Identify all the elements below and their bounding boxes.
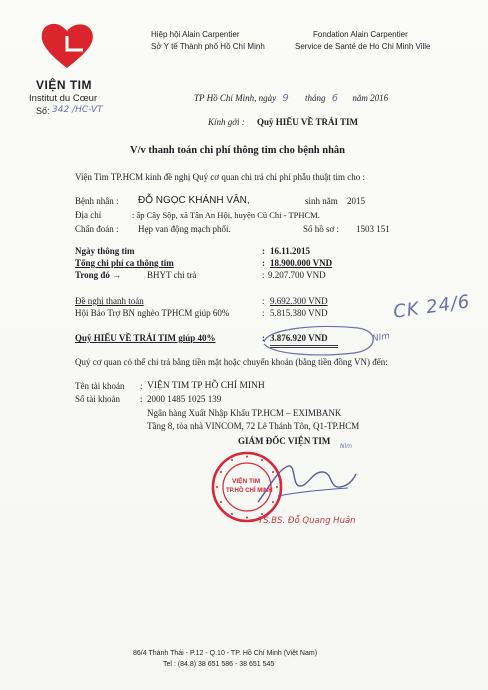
account-name-colon: : (140, 381, 143, 391)
payment-note: Quý cơ quan có thể chi trả bằng tiền mặt hoặc chuyển khoản (bằng tiền đồng VN) đến: (75, 357, 388, 367)
thongtim-date: 16.11.2015 (270, 246, 311, 256)
footer-contact: Tel : (84.8) 38 651 586 - 38 651 545 (163, 661, 275, 668)
quy-value: 3.876.920 VND (270, 333, 328, 343)
total-cost: 18.900.000 VND (270, 258, 333, 268)
heart-logo-icon (38, 20, 96, 72)
bhyt-label: BHYT chi trả (147, 270, 197, 280)
file-number: 1503 151 (356, 224, 390, 234)
header-left-line2: Sở Y tế Thành phố Hồ Chí Minh (151, 42, 265, 51)
hoi-colon: : (262, 308, 265, 318)
request-label: Đề nghị thanh toán (75, 296, 144, 306)
thongtim-date-colon: : (262, 246, 265, 256)
account-no-label: Số tài khoản (75, 394, 120, 404)
account-no: 2000 1485 1025 139 (147, 394, 222, 404)
date-month: 6 (331, 93, 339, 104)
footer-address: 86/4 Thành Thái - P.12 - Q.10 - TP. Hồ Chí Minh (Việt Nam) (133, 650, 318, 657)
logo-subtitle: Institut du Cœur (29, 93, 98, 104)
subject: V/v thanh toán chi phí thông tim cho bệnh nhân (130, 145, 346, 156)
handwritten-initials: Nlm (371, 331, 391, 345)
stamp-text-1: VIỆN TIM (232, 478, 261, 485)
quy-label: Quỹ HIẾU VỀ TRÁI TIM giúp 40% (75, 333, 216, 343)
patient-birth-label: sinh năm (305, 196, 338, 206)
hoi-value: 5.815.380 VND (270, 308, 328, 318)
logo-name: VIỆN TIM (36, 78, 93, 92)
doc-number-label: Số: (36, 106, 50, 116)
account-name: VIỆN TIM TP HỒ CHÍ MINH (147, 381, 265, 391)
patient-address: : ấp Cây Sộp, xã Tân An Hội, huyện Củ Chi - TPHCM. (132, 210, 320, 220)
intro: Viện Tim TP.HCM kính đề nghị Quý cơ quan chi trả chi phí phẫu thuật tim cho : (75, 172, 366, 182)
handwritten-circle-icon (258, 322, 382, 358)
stamp-text-2: TP.HỒ CHÍ MINH (226, 488, 273, 494)
patient-name: ĐỖ NGỌC KHÁNH VÂN, (138, 195, 250, 206)
total-cost-label: Tổng chi phí ca thông tim (75, 258, 174, 268)
recipient-label: Kính gởi : (208, 117, 245, 127)
date-month-label: tháng (304, 93, 326, 103)
date-day: 9 (282, 93, 289, 104)
patient-address-label: Địa chỉ (75, 210, 102, 220)
quy-colon: : (262, 333, 265, 343)
signature-icon (248, 456, 358, 516)
doc-number-value: 342 /HC-VT (52, 105, 103, 115)
request-colon: : (262, 296, 265, 306)
header-right-line2: Service de Santé de Ho Chi Minh Ville (295, 42, 431, 51)
thongtim-date-label: Ngày thông tim (75, 246, 135, 256)
director-initials-mark: Nlm (340, 443, 352, 450)
request-value: 9.692.300 VND (270, 296, 328, 306)
diagnosis: Hẹp van động mạch phổi. (138, 224, 231, 234)
diagnosis-label: Chẩn đoán : (75, 224, 119, 234)
trongdo-label: Trong đó → (75, 270, 122, 280)
bank-line1: Ngân hàng Xuất Nhập Khẩu TP.HCM – EXIMBANK (147, 408, 342, 418)
date-line (194, 93, 388, 104)
director-title: GIÁM ĐỐC VIỆN TIM (238, 436, 331, 446)
hoi-label: Hội Bảo Trợ BN nghèo TPHCM giúp 60% (75, 308, 230, 318)
header-right-line1: Fondation Alain Carpentier (313, 30, 408, 39)
handwritten-ck: CK 24/6 (392, 291, 472, 323)
date-place: TP Hồ Chí Minh, ngày (194, 93, 277, 103)
account-no-colon: : (140, 394, 143, 404)
date-year: năm 2016 (352, 93, 389, 103)
header-left-line1: Hiệp hội Alain Carpentier (151, 30, 240, 39)
total-cost-colon: : (262, 258, 265, 268)
file-number-label: Số hồ sơ : (303, 224, 340, 234)
account-name-label: Tên tài khoản (75, 381, 125, 391)
patient-birth: 2015 (347, 196, 365, 206)
bhyt-value: 9.207.700 VND (268, 270, 326, 280)
bhyt-colon: : (262, 270, 265, 280)
director-name: TS.BS. Đỗ Quang Huân (258, 516, 356, 526)
patient-name-label: Bệnh nhân : (75, 196, 119, 206)
recipient-name: Quỹ HIẾU VỀ TRÁI TIM (257, 117, 359, 127)
bank-line2: Tầng 8, tòa nhà VINCOM, 72 Lê Thánh Tôn, Q1-TP.HCM (147, 421, 360, 431)
